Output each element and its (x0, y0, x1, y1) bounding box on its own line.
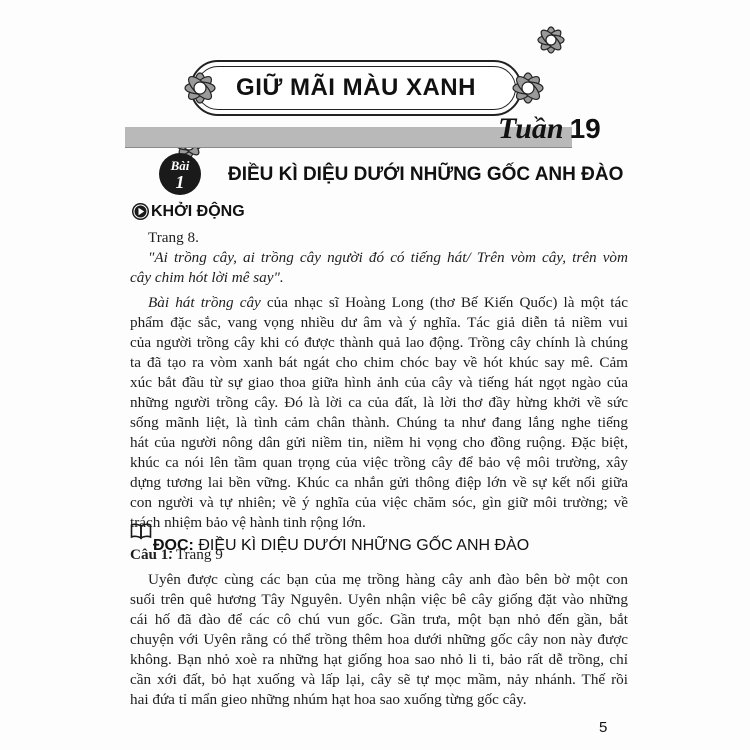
paragraph-line: hai đứa tỉ mẩn gieo những nhúm hạt hoa sao xuống từng gốc cây. (130, 691, 527, 708)
paragraph-text: của nhạc sĩ Hoàng Long (thơ Bế Kiến Quốc) là một tác (260, 294, 628, 311)
flower-ornament-icon (532, 21, 570, 59)
unit-title-banner (190, 60, 522, 116)
paragraph-line: hát của người nông dân gửi niềm tin, niềm hi vọng cho đồng ruộng. Đặc biệt, (130, 434, 628, 451)
lesson-badge-number: 1 (175, 172, 185, 192)
week-label (498, 112, 601, 146)
paragraph-line: của người trồng cây khi có được thành quả lao động. Trồng cây chính là chúng (130, 334, 628, 351)
paragraph-line: sống mãnh liệt, là tình cảm chân thành. Chúng ta như đang lắng nghe tiếng (130, 414, 628, 431)
paragraph-line: trách nhiệm bảo vệ hành tinh rộng lớn. (130, 514, 366, 531)
paragraph-line: Uyên được cùng các bạn của mẹ trồng hàng cây anh đào bên bờ một con (148, 571, 628, 588)
paragraph-line: con người và tự nhiên; về ý nghĩa của việc chăm sóc, gìn giữ môi trường; về (130, 494, 628, 511)
lesson-badge-word: Bài (170, 158, 190, 173)
paragraph-line: xúc bắt đầu từ sự giao thoa giữa hình ảnh của cây và tiếng hát ngọt ngào của (130, 374, 628, 391)
flower-ornament-icon (178, 66, 222, 110)
section-heading-label: ĐỌC: (153, 537, 194, 554)
week-number: 19 (569, 113, 601, 144)
paragraph-line (148, 293, 628, 313)
open-book-icon (130, 522, 152, 540)
section-heading-text: ĐIỀU KÌ DIỆU DƯỚI NHỮNG GỐC ANH ĐÀO (193, 537, 530, 554)
paragraph-line: chuyện với Uyên rằng có thể trồng thêm hoa dưới những gốc cây non này được (130, 631, 628, 648)
paragraph-line: cần xới đất, bỏ hạt xuống và lấp lại, cây sẽ tự mọc mầm, nảy nhánh. Thế rồi (130, 671, 628, 688)
question-label (130, 545, 223, 565)
paragraph-line: suối trên quê hương Tây Nguyên. Uyên nhận việc bê cây giống đặt vào những (130, 591, 628, 608)
page-number: 5 (599, 719, 608, 736)
week-strip-edge (125, 147, 572, 148)
quote-line: cây chim hót lời mê say". (130, 269, 284, 286)
flower-ornament-icon (506, 66, 550, 110)
lesson-title: ĐIỀU KÌ DIỆU DƯỚI NHỮNG GỐC ANH ĐÀO (228, 164, 624, 185)
paragraph-line: ta đã tạo ra vòm xanh bát ngát cho chim chóc bay về hót khúc say mê. Cảm (130, 354, 628, 371)
paragraph-line: cái hố đã đào để các cô chú vun gốc. Gần trưa, một bạn nhỏ đến gần, bắt (130, 611, 628, 628)
paragraph-line: dựng tương lai bền vững. Khúc ca nhắn gửi thông điệp lớn về sự kết nối giữa (130, 474, 628, 491)
paragraph-line: không. Bạn nhỏ xoè ra những hạt giống hoa sao nhỏ li ti, bảo rất dễ trồng, chỉ (130, 651, 628, 668)
question-number: Câu 1. (130, 546, 173, 563)
paragraph-line: khúc ca nói lên tầm quan trọng của việc trồng cây để bảo vệ môi trường, xây (130, 454, 628, 471)
question-page: Trang 9 (172, 546, 223, 563)
paragraph-line: những người trồng cây. Đó là lời ca của đất, là lời thơ đầy hừng khởi về sức (130, 394, 628, 411)
unit-title: GIỮ MÃI MÀU XANH (236, 74, 476, 101)
song-title: Bài hát trồng cây (148, 294, 261, 311)
week-word: Tuần (498, 112, 564, 145)
page-reference: Trang 8. (148, 229, 199, 246)
play-icon (131, 202, 150, 221)
quote-line: "Ai trồng cây, ai trồng cây người đó có tiếng hát/ Trên vòm cây, trên vòm (148, 249, 628, 266)
section-heading-khoi-dong: KHỞI ĐỘNG (151, 203, 245, 220)
lesson-badge (159, 153, 201, 195)
paragraph-line: phẩm đặc sắc, vang vọng nhiều dư âm và ý nghĩa. Tác giả diễn tả niềm vui (130, 314, 628, 331)
